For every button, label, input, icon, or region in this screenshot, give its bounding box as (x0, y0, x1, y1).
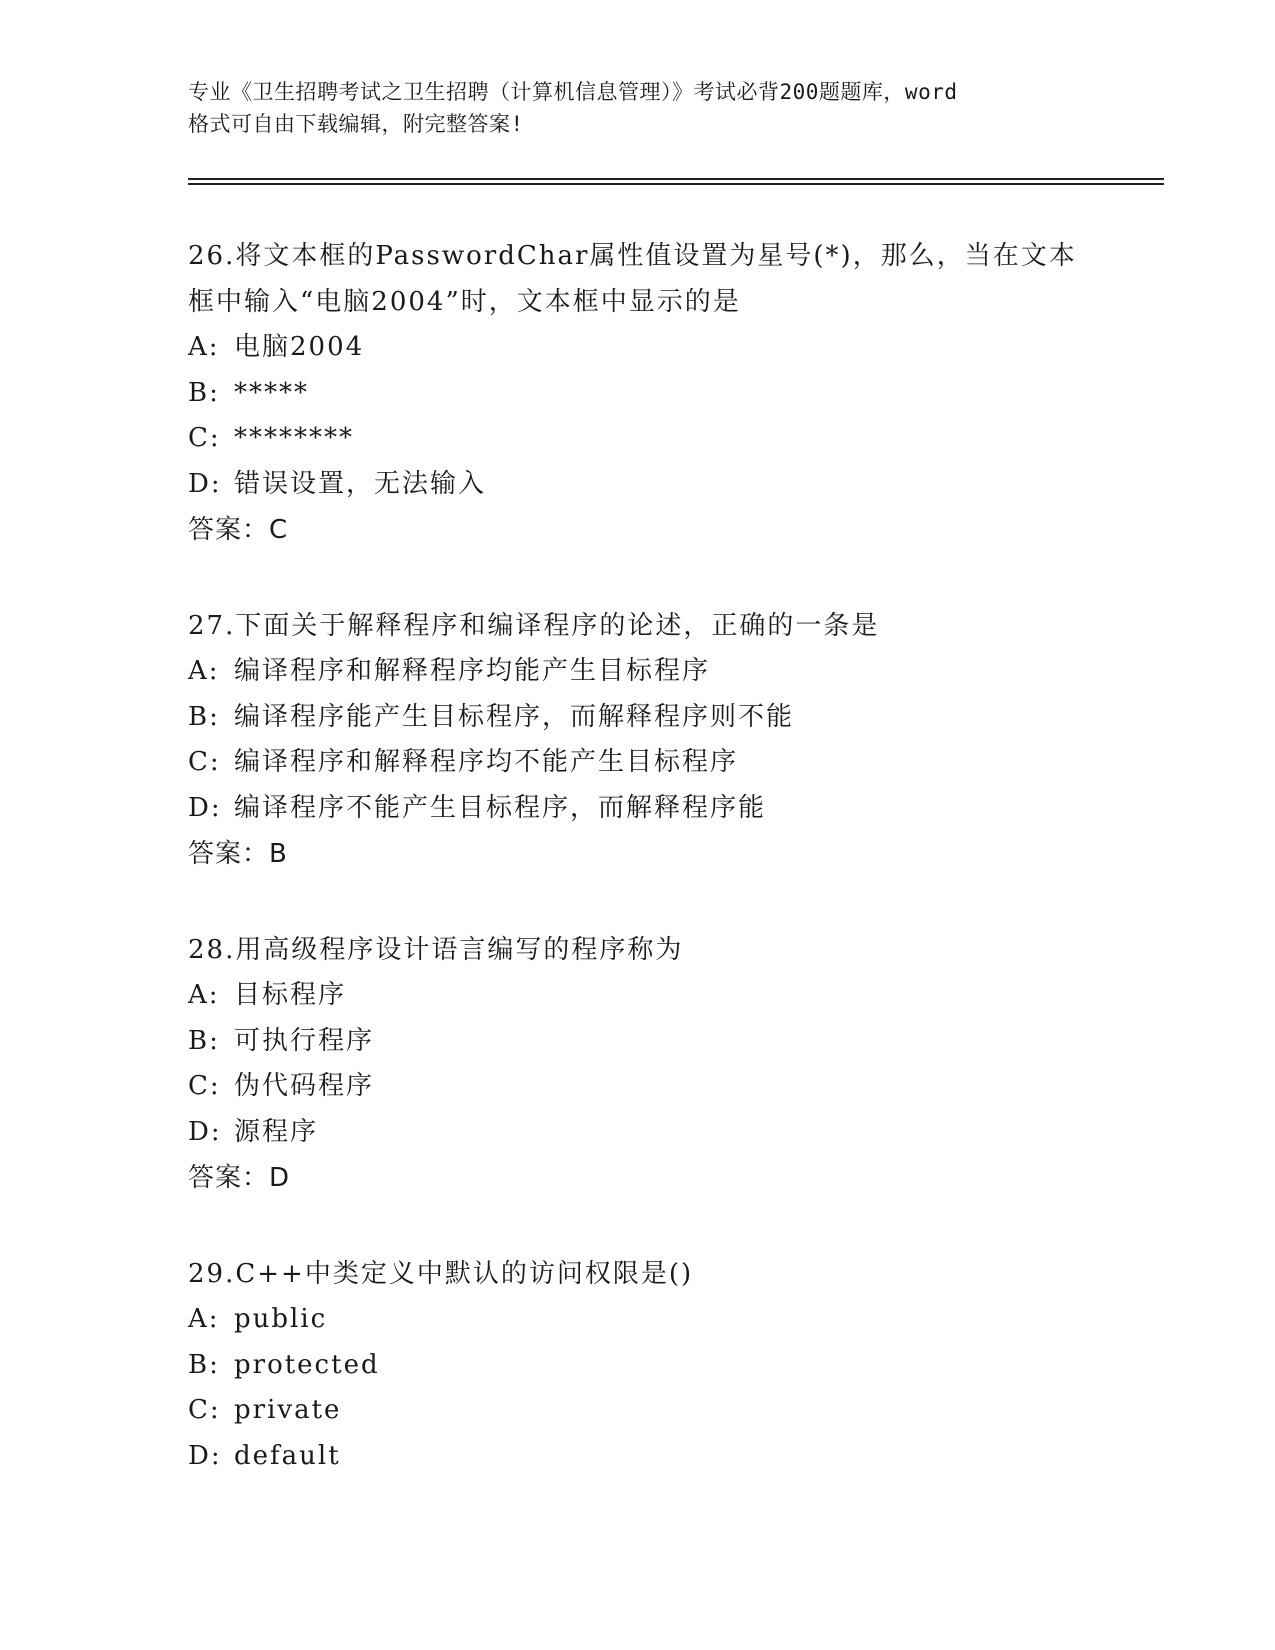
option-c (188, 416, 1108, 462)
option-text: 编译程序和解释程序均不能产生目标程序 (234, 747, 739, 777)
option-letter: D: (188, 1440, 222, 1471)
question-text-line-1: 27.下面关于解释程序和编译程序的论述，正确的一条是 (188, 611, 880, 641)
option-text: ******** (234, 423, 354, 453)
option-text: 错误设置，无法输入 (234, 468, 487, 499)
option-c (188, 1064, 1108, 1110)
question-28 (188, 927, 1108, 1201)
header-divider-top (188, 178, 1164, 180)
option-letter: D: (188, 1116, 222, 1147)
option-b (188, 695, 1108, 741)
option-a (188, 649, 1108, 695)
answer-label: 答案：C (188, 515, 289, 545)
option-letter: B: (188, 1349, 220, 1380)
option-letter: B: (188, 701, 220, 732)
option-text: default (234, 1440, 341, 1471)
option-letter: A: (188, 332, 220, 362)
option-text: 编译程序能产生目标程序，而解释程序则不能 (234, 701, 795, 732)
option-text: private (234, 1395, 342, 1425)
option-letter: A: (188, 980, 220, 1010)
option-letter: A: (188, 656, 220, 686)
option-c (188, 740, 1108, 786)
option-a (188, 325, 1108, 371)
header-divider-bottom (188, 183, 1164, 185)
question-text-line-1: 26.将文本框的PasswordChar属性值设置为星号(*)，那么，当在文本 (188, 241, 1077, 271)
option-text: protected (234, 1349, 380, 1380)
question-29 (188, 1251, 1108, 1479)
option-text: 伪代码程序 (234, 1071, 375, 1101)
option-text: ***** (234, 377, 309, 408)
option-b (188, 371, 1108, 417)
option-d (188, 786, 1108, 832)
option-a (188, 1297, 1108, 1343)
option-letter: C: (188, 1395, 221, 1425)
question-26 (188, 233, 1108, 553)
option-d (188, 462, 1108, 508)
question-text-line-1: 28.用高级程序设计语言编写的程序称为 (188, 935, 684, 965)
option-letter: C: (188, 747, 221, 777)
answer-label: 答案：B (188, 839, 288, 869)
option-text: public (234, 1304, 328, 1334)
option-letter: C: (188, 1071, 221, 1101)
option-letter: B: (188, 1025, 220, 1056)
answer-label: 答案：D (188, 1163, 291, 1193)
option-text: 可执行程序 (234, 1025, 375, 1056)
option-text: 电脑2004 (234, 332, 365, 362)
option-a (188, 973, 1108, 1019)
question-27 (188, 603, 1108, 877)
option-c (188, 1388, 1108, 1434)
header-line-2: 格式可自由下载编辑，附完整答案! (188, 112, 524, 136)
question-text-line-1: 29.C++中类定义中默认的访问权限是() (188, 1259, 694, 1289)
option-text: 编译程序不能产生目标程序，而解释程序能 (234, 792, 767, 823)
option-letter: A: (188, 1304, 220, 1334)
option-letter: D: (188, 792, 222, 823)
option-letter: D: (188, 468, 222, 499)
option-text: 编译程序和解释程序均能产生目标程序 (234, 656, 711, 686)
option-letter: C: (188, 423, 221, 453)
option-b (188, 1019, 1108, 1065)
question-text-line-2: 框中输入“电脑2004”时，文本框中显示的是 (188, 287, 741, 317)
option-letter: B: (188, 377, 220, 408)
question-list (188, 233, 1108, 1529)
header-line-1: 专业《卫生招聘考试之卫生招聘（计算机信息管理）》考试必背200题题库，word (188, 80, 958, 104)
document-header (188, 76, 1088, 140)
option-d (188, 1110, 1108, 1156)
option-d (188, 1434, 1108, 1480)
option-text: 源程序 (234, 1116, 319, 1147)
option-b (188, 1343, 1108, 1389)
option-text: 目标程序 (234, 980, 347, 1010)
